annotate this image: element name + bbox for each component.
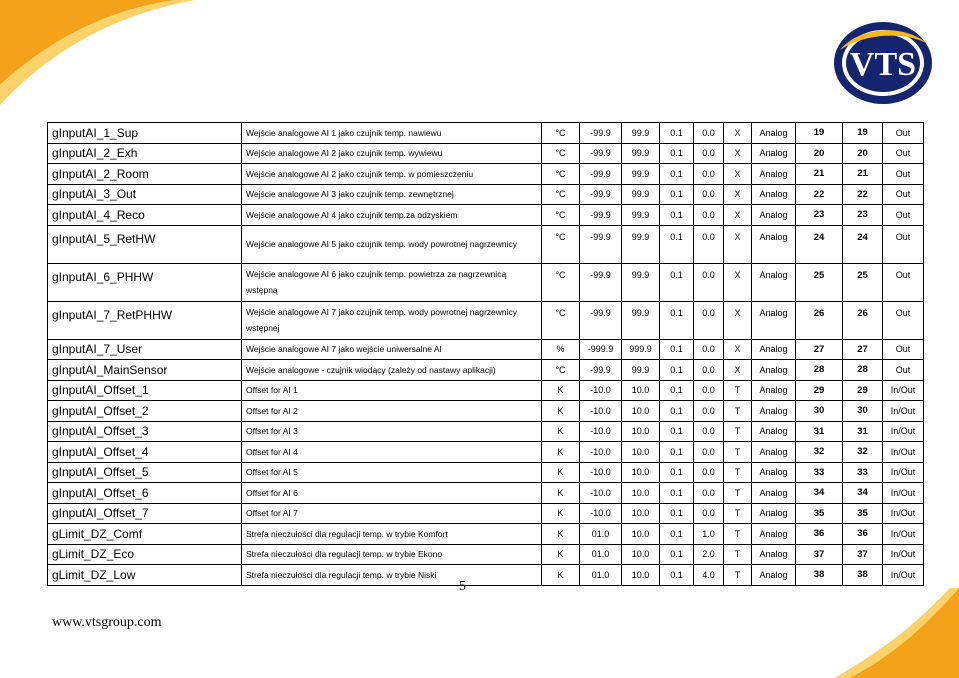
param-name: gInputAI_7_RetPHHW <box>48 301 242 339</box>
param-step: 0.1 <box>660 380 694 401</box>
param-name: gLimit_DZ_Comf <box>48 524 242 545</box>
param-min: -10.0 <box>580 462 622 483</box>
param-type: Analog <box>752 143 796 164</box>
param-unit: °C <box>542 164 580 185</box>
param-min: 01.0 <box>580 544 622 565</box>
param-description: Offset for AI 3 <box>242 421 542 442</box>
param-type: Analog <box>752 401 796 422</box>
param-mode: X <box>724 360 752 381</box>
param-type: Analog <box>752 380 796 401</box>
parameters-table <box>47 122 924 586</box>
corner-swoosh-top-left <box>0 0 240 110</box>
page-number: 5 <box>459 579 466 594</box>
table-row <box>48 263 924 301</box>
param-name: gInputAI_Offset_5 <box>48 462 242 483</box>
param-step: 0.1 <box>660 205 694 226</box>
param-default: 0.0 <box>694 205 724 226</box>
param-type: Analog <box>752 565 796 586</box>
param-address-a: 34 <box>796 483 843 504</box>
param-step: 0.1 <box>660 360 694 381</box>
param-description: Offset for AI 2 <box>242 401 542 422</box>
param-default: 0.0 <box>694 143 724 164</box>
param-direction: Out <box>883 205 924 226</box>
param-direction: Out <box>883 301 924 339</box>
param-address-a: 31 <box>796 421 843 442</box>
param-address-a: 32 <box>796 442 843 463</box>
param-type: Analog <box>752 301 796 339</box>
param-mode: T <box>724 483 752 504</box>
param-direction: Out <box>883 339 924 360</box>
param-type: Analog <box>752 421 796 442</box>
param-min: -99.9 <box>580 225 622 263</box>
param-address-b: 27 <box>843 339 883 360</box>
param-unit: °C <box>542 301 580 339</box>
param-description: Offset for AI 7 <box>242 503 542 524</box>
param-direction: Out <box>883 360 924 381</box>
param-min: 01.0 <box>580 565 622 586</box>
param-step: 0.1 <box>660 263 694 301</box>
param-min: 01.0 <box>580 524 622 545</box>
param-step: 0.1 <box>660 143 694 164</box>
param-direction: In/Out <box>883 544 924 565</box>
param-unit: % <box>542 339 580 360</box>
param-direction: Out <box>883 184 924 205</box>
footer-url: www.vtsgroup.com <box>52 615 162 630</box>
param-unit: K <box>542 401 580 422</box>
param-address-b: 24 <box>843 225 883 263</box>
param-unit: °C <box>542 205 580 226</box>
param-name: gInputAI_7_User <box>48 339 242 360</box>
param-name: gLimit_DZ_Low <box>48 565 242 586</box>
param-mode: T <box>724 524 752 545</box>
param-max: 99.9 <box>622 184 660 205</box>
table-row <box>48 301 924 339</box>
table-row <box>48 401 924 422</box>
param-default: 0.0 <box>694 503 724 524</box>
param-address-b: 21 <box>843 164 883 185</box>
param-address-b: 30 <box>843 401 883 422</box>
param-min: -99.9 <box>580 205 622 226</box>
param-min: -10.0 <box>580 442 622 463</box>
param-type: Analog <box>752 184 796 205</box>
param-address-a: 25 <box>796 263 843 301</box>
param-description: Strefa nieczułości dla regulacji temp. w trybie Niski <box>242 565 542 586</box>
param-max: 10.0 <box>622 565 660 586</box>
param-direction: In/Out <box>883 483 924 504</box>
param-mode: X <box>724 143 752 164</box>
param-direction: In/Out <box>883 421 924 442</box>
param-address-b: 33 <box>843 462 883 483</box>
param-mode: X <box>724 205 752 226</box>
param-default: 0.0 <box>694 380 724 401</box>
param-address-a: 36 <box>796 524 843 545</box>
param-direction: In/Out <box>883 462 924 483</box>
param-mode: T <box>724 421 752 442</box>
param-step: 0.1 <box>660 462 694 483</box>
param-default: 0.0 <box>694 401 724 422</box>
param-step: 0.1 <box>660 421 694 442</box>
param-min: -99.9 <box>580 360 622 381</box>
param-type: Analog <box>752 442 796 463</box>
param-description: Strefa nieczułości dla regulacji temp. w trybie Ekono <box>242 544 542 565</box>
param-max: 99.9 <box>622 123 660 144</box>
table-row <box>48 360 924 381</box>
param-name: gInputAI_1_Sup <box>48 123 242 144</box>
param-default: 1.0 <box>694 524 724 545</box>
param-address-b: 31 <box>843 421 883 442</box>
param-unit: K <box>542 421 580 442</box>
table-row <box>48 380 924 401</box>
param-step: 0.1 <box>660 401 694 422</box>
param-unit: °C <box>542 263 580 301</box>
corner-swoosh-bottom-right <box>809 588 959 678</box>
param-mode: X <box>724 184 752 205</box>
param-address-b: 35 <box>843 503 883 524</box>
param-name: gInputAI_6_PHHW <box>48 263 242 301</box>
param-address-b: 19 <box>843 123 883 144</box>
param-mode: X <box>724 301 752 339</box>
param-address-a: 29 <box>796 380 843 401</box>
param-step: 0.1 <box>660 301 694 339</box>
param-default: 0.0 <box>694 339 724 360</box>
table-row <box>48 225 924 263</box>
param-mode: T <box>724 462 752 483</box>
param-name: gInputAI_3_Out <box>48 184 242 205</box>
param-max: 10.0 <box>622 462 660 483</box>
table-row <box>48 483 924 504</box>
param-max: 10.0 <box>622 401 660 422</box>
param-type: Analog <box>752 263 796 301</box>
param-mode: X <box>724 123 752 144</box>
param-description: Offset for AI 4 <box>242 442 542 463</box>
param-unit: K <box>542 524 580 545</box>
param-max: 10.0 <box>622 503 660 524</box>
param-address-b: 34 <box>843 483 883 504</box>
table-row <box>48 565 924 586</box>
param-direction: Out <box>883 225 924 263</box>
param-address-b: 20 <box>843 143 883 164</box>
param-address-b: 36 <box>843 524 883 545</box>
param-type: Analog <box>752 360 796 381</box>
param-address-a: 38 <box>796 565 843 586</box>
param-max: 10.0 <box>622 380 660 401</box>
param-max: 99.9 <box>622 143 660 164</box>
param-default: 0.0 <box>694 164 724 185</box>
param-min: -10.0 <box>580 483 622 504</box>
svg-text:VTS: VTS <box>849 46 917 83</box>
param-description: Wejście analogowe AI 3 jako czujnik temp. zewnętrznej <box>242 184 542 205</box>
param-address-a: 30 <box>796 401 843 422</box>
param-type: Analog <box>752 524 796 545</box>
param-direction: In/Out <box>883 401 924 422</box>
param-name: gInputAI_Offset_2 <box>48 401 242 422</box>
param-description: Wejście analogowe AI 1 jako czujnik temp. nawiewu <box>242 123 542 144</box>
param-max: 99.9 <box>622 263 660 301</box>
param-min: -10.0 <box>580 380 622 401</box>
table-row <box>48 442 924 463</box>
param-direction: Out <box>883 263 924 301</box>
table-row <box>48 184 924 205</box>
param-max: 10.0 <box>622 544 660 565</box>
param-mode: T <box>724 442 752 463</box>
table-row <box>48 339 924 360</box>
param-default: 4.0 <box>694 565 724 586</box>
table-row <box>48 123 924 144</box>
param-address-b: 23 <box>843 205 883 226</box>
param-unit: °C <box>542 360 580 381</box>
param-default: 0.0 <box>694 225 724 263</box>
param-description: Wejście analogowe AI 7 jako czujnik temp. wody powrotnej nagrzewnicy wstępnej <box>242 301 542 339</box>
param-direction: In/Out <box>883 524 924 545</box>
param-description: Wejście analogowe AI 2 jako czujnik temp. wywiewu <box>242 143 542 164</box>
param-name: gInputAI_2_Room <box>48 164 242 185</box>
param-max: 999.9 <box>622 339 660 360</box>
table-row <box>48 143 924 164</box>
param-min: -99.9 <box>580 123 622 144</box>
param-type: Analog <box>752 462 796 483</box>
param-step: 0.1 <box>660 503 694 524</box>
param-max: 10.0 <box>622 524 660 545</box>
param-name: gInputAI_5_RetHW <box>48 225 242 263</box>
param-address-b: 29 <box>843 380 883 401</box>
param-step: 0.1 <box>660 442 694 463</box>
table-row <box>48 462 924 483</box>
param-address-b: 26 <box>843 301 883 339</box>
param-name: gInputAI_Offset_3 <box>48 421 242 442</box>
param-min: -99.9 <box>580 184 622 205</box>
param-address-b: 28 <box>843 360 883 381</box>
param-unit: °C <box>542 184 580 205</box>
param-name: gInputAI_Offset_4 <box>48 442 242 463</box>
param-type: Analog <box>752 225 796 263</box>
param-step: 0.1 <box>660 544 694 565</box>
param-address-a: 26 <box>796 301 843 339</box>
param-default: 0.0 <box>694 123 724 144</box>
param-min: -999.9 <box>580 339 622 360</box>
table-row <box>48 503 924 524</box>
param-direction: In/Out <box>883 442 924 463</box>
param-unit: °C <box>542 123 580 144</box>
table-row <box>48 164 924 185</box>
param-min: -99.9 <box>580 164 622 185</box>
param-max: 10.0 <box>622 421 660 442</box>
param-mode: T <box>724 401 752 422</box>
table-row <box>48 524 924 545</box>
param-address-a: 33 <box>796 462 843 483</box>
param-unit: K <box>542 442 580 463</box>
param-address-a: 27 <box>796 339 843 360</box>
param-unit: °C <box>542 225 580 263</box>
param-mode: T <box>724 503 752 524</box>
param-address-a: 21 <box>796 164 843 185</box>
param-direction: In/Out <box>883 380 924 401</box>
param-address-a: 23 <box>796 205 843 226</box>
param-direction: Out <box>883 143 924 164</box>
param-direction: Out <box>883 164 924 185</box>
param-description: Wejście analogowe AI 5 jako czujnik temp. wody powrotnej nagrzewnicy <box>242 225 542 263</box>
param-default: 0.0 <box>694 301 724 339</box>
param-unit: K <box>542 503 580 524</box>
param-max: 99.9 <box>622 301 660 339</box>
param-default: 0.0 <box>694 184 724 205</box>
vts-logo <box>832 20 934 106</box>
param-max: 10.0 <box>622 483 660 504</box>
param-default: 0.0 <box>694 483 724 504</box>
param-description: Wejście analogowe AI 7 jako wejście uniwersalne AI <box>242 339 542 360</box>
param-default: 0.0 <box>694 263 724 301</box>
param-address-a: 28 <box>796 360 843 381</box>
param-step: 0.1 <box>660 483 694 504</box>
param-default: 2.0 <box>694 544 724 565</box>
param-unit: °C <box>542 143 580 164</box>
param-mode: T <box>724 544 752 565</box>
param-min: -99.9 <box>580 301 622 339</box>
param-type: Analog <box>752 503 796 524</box>
param-mode: X <box>724 263 752 301</box>
param-mode: X <box>724 164 752 185</box>
param-type: Analog <box>752 123 796 144</box>
param-description: Offset for AI 5 <box>242 462 542 483</box>
param-step: 0.1 <box>660 524 694 545</box>
param-address-a: 19 <box>796 123 843 144</box>
param-name: gLimit_DZ_Eco <box>48 544 242 565</box>
param-description: Wejście analogowe AI 4 jako czujnik temp.za odzyskiem <box>242 205 542 226</box>
param-mode: T <box>724 565 752 586</box>
table-row <box>48 421 924 442</box>
param-min: -99.9 <box>580 143 622 164</box>
param-mode: T <box>724 380 752 401</box>
param-address-a: 35 <box>796 503 843 524</box>
param-type: Analog <box>752 339 796 360</box>
param-description: Strefa nieczułości dla regulacji temp. w trybie Komfort <box>242 524 542 545</box>
param-name: gInputAI_Offset_6 <box>48 483 242 504</box>
param-name: gInputAI_Offset_7 <box>48 503 242 524</box>
param-min: -10.0 <box>580 503 622 524</box>
param-unit: K <box>542 462 580 483</box>
param-step: 0.1 <box>660 339 694 360</box>
param-address-b: 25 <box>843 263 883 301</box>
param-type: Analog <box>752 164 796 185</box>
param-step: 0.1 <box>660 565 694 586</box>
param-default: 0.0 <box>694 442 724 463</box>
param-step: 0.1 <box>660 225 694 263</box>
param-description: Offset for AI 6 <box>242 483 542 504</box>
param-description: Wejście analogowe AI 6 jako czujnik temp. powietrza za nagrzewnicą wstępną <box>242 263 542 301</box>
param-description: Wejście analogowe - czujnik wiodący (zależy od nastawy aplikacji) <box>242 360 542 381</box>
param-direction: In/Out <box>883 565 924 586</box>
param-unit: K <box>542 544 580 565</box>
param-step: 0.1 <box>660 123 694 144</box>
param-address-a: 20 <box>796 143 843 164</box>
param-address-b: 38 <box>843 565 883 586</box>
param-max: 99.9 <box>622 205 660 226</box>
param-description: Wejście analogowe AI 2 jako czujnik temp. w pomieszczeniu <box>242 164 542 185</box>
param-name: gInputAI_2_Exh <box>48 143 242 164</box>
param-mode: X <box>724 225 752 263</box>
param-direction: In/Out <box>883 503 924 524</box>
param-min: -10.0 <box>580 421 622 442</box>
param-step: 0.1 <box>660 164 694 185</box>
param-mode: X <box>724 339 752 360</box>
param-address-b: 37 <box>843 544 883 565</box>
param-name: gInputAI_MainSensor <box>48 360 242 381</box>
param-address-b: 22 <box>843 184 883 205</box>
param-default: 0.0 <box>694 462 724 483</box>
param-step: 0.1 <box>660 184 694 205</box>
param-max: 99.9 <box>622 225 660 263</box>
param-description: Offset for AI 1 <box>242 380 542 401</box>
param-direction: Out <box>883 123 924 144</box>
param-address-a: 37 <box>796 544 843 565</box>
param-default: 0.0 <box>694 421 724 442</box>
param-unit: K <box>542 380 580 401</box>
param-address-a: 24 <box>796 225 843 263</box>
param-type: Analog <box>752 205 796 226</box>
param-unit: K <box>542 483 580 504</box>
param-name: gInputAI_Offset_1 <box>48 380 242 401</box>
param-type: Analog <box>752 483 796 504</box>
param-max: 10.0 <box>622 442 660 463</box>
param-max: 99.9 <box>622 164 660 185</box>
param-name: gInputAI_4_Reco <box>48 205 242 226</box>
param-address-a: 22 <box>796 184 843 205</box>
param-type: Analog <box>752 544 796 565</box>
param-min: -99.9 <box>580 263 622 301</box>
param-unit: K <box>542 565 580 586</box>
param-min: -10.0 <box>580 401 622 422</box>
table-row <box>48 544 924 565</box>
param-max: 99.9 <box>622 360 660 381</box>
table-row <box>48 205 924 226</box>
param-address-b: 32 <box>843 442 883 463</box>
param-default: 0.0 <box>694 360 724 381</box>
